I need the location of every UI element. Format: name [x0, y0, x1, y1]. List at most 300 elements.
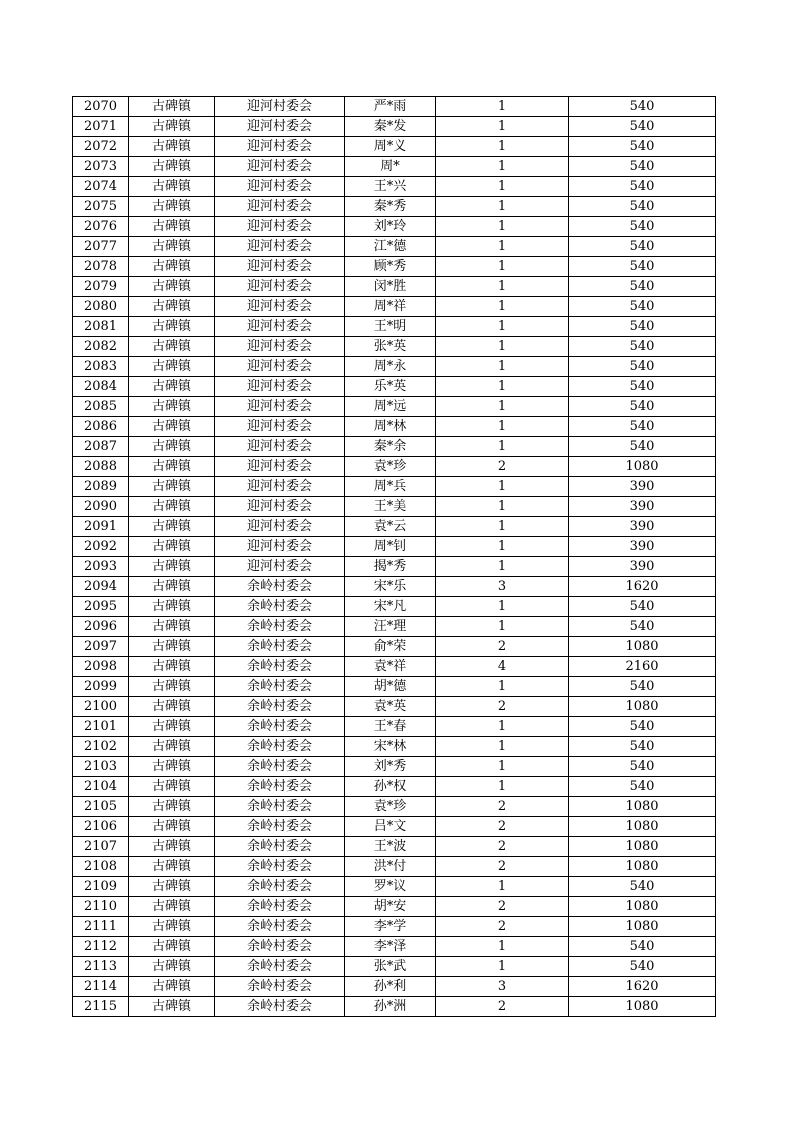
household-count-cell: 1 — [436, 137, 569, 157]
table-row — [73, 217, 716, 237]
name-cell: 秦*秀 — [345, 197, 436, 217]
town-cell: 古碑镇 — [129, 837, 215, 857]
town-cell: 古碑镇 — [129, 637, 215, 657]
table-row — [73, 377, 716, 397]
row-number-cell: 2099 — [73, 677, 129, 697]
row-number-cell: 2088 — [73, 457, 129, 477]
village-committee-cell: 余岭村委会 — [215, 897, 345, 917]
table-row — [73, 737, 716, 757]
name-cell: 江*德 — [345, 237, 436, 257]
row-number-cell: 2110 — [73, 897, 129, 917]
amount-cell: 540 — [569, 177, 716, 197]
table-row — [73, 877, 716, 897]
row-number-cell: 2103 — [73, 757, 129, 777]
household-count-cell: 2 — [436, 997, 569, 1017]
table-row — [73, 597, 716, 617]
town-cell: 古碑镇 — [129, 957, 215, 977]
row-number-cell: 2106 — [73, 817, 129, 837]
town-cell: 古碑镇 — [129, 297, 215, 317]
row-number-cell: 2115 — [73, 997, 129, 1017]
village-committee-cell: 迎河村委会 — [215, 457, 345, 477]
amount-cell: 1080 — [569, 457, 716, 477]
household-count-cell: 1 — [436, 417, 569, 437]
table-row — [73, 977, 716, 997]
village-committee-cell: 余岭村委会 — [215, 817, 345, 837]
row-number-cell: 2084 — [73, 377, 129, 397]
town-cell: 古碑镇 — [129, 377, 215, 397]
household-count-cell: 1 — [436, 197, 569, 217]
name-cell: 秦*余 — [345, 437, 436, 457]
name-cell: 袁*云 — [345, 517, 436, 537]
village-committee-cell: 迎河村委会 — [215, 97, 345, 117]
village-committee-cell: 余岭村委会 — [215, 657, 345, 677]
town-cell: 古碑镇 — [129, 917, 215, 937]
household-count-cell: 1 — [436, 717, 569, 737]
household-count-cell: 1 — [436, 777, 569, 797]
town-cell: 古碑镇 — [129, 437, 215, 457]
row-number-cell: 2092 — [73, 537, 129, 557]
table-row — [73, 677, 716, 697]
town-cell: 古碑镇 — [129, 757, 215, 777]
name-cell: 孙*利 — [345, 977, 436, 997]
village-committee-cell: 余岭村委会 — [215, 597, 345, 617]
town-cell: 古碑镇 — [129, 97, 215, 117]
table-row — [73, 837, 716, 857]
household-count-cell: 1 — [436, 357, 569, 377]
name-cell: 王*兴 — [345, 177, 436, 197]
village-committee-cell: 余岭村委会 — [215, 957, 345, 977]
name-cell: 袁*珍 — [345, 797, 436, 817]
name-cell: 周*远 — [345, 397, 436, 417]
amount-cell: 540 — [569, 337, 716, 357]
village-committee-cell: 余岭村委会 — [215, 797, 345, 817]
table-row — [73, 617, 716, 637]
subsidy-table — [72, 96, 716, 1017]
town-cell: 古碑镇 — [129, 697, 215, 717]
household-count-cell: 1 — [436, 477, 569, 497]
name-cell: 孙*权 — [345, 777, 436, 797]
name-cell: 汪*理 — [345, 617, 436, 637]
village-committee-cell: 余岭村委会 — [215, 737, 345, 757]
household-count-cell: 1 — [436, 257, 569, 277]
name-cell: 严*雨 — [345, 97, 436, 117]
name-cell: 李*学 — [345, 917, 436, 937]
row-number-cell: 2095 — [73, 597, 129, 617]
household-count-cell: 1 — [436, 237, 569, 257]
table-row — [73, 957, 716, 977]
amount-cell: 390 — [569, 497, 716, 517]
name-cell: 周*林 — [345, 417, 436, 437]
row-number-cell: 2085 — [73, 397, 129, 417]
table-row — [73, 637, 716, 657]
name-cell: 李*泽 — [345, 937, 436, 957]
town-cell: 古碑镇 — [129, 897, 215, 917]
amount-cell: 540 — [569, 777, 716, 797]
village-committee-cell: 余岭村委会 — [215, 577, 345, 597]
table-row — [73, 517, 716, 537]
table-row — [73, 197, 716, 217]
household-count-cell: 2 — [436, 797, 569, 817]
name-cell: 孙*洲 — [345, 997, 436, 1017]
table-row — [73, 537, 716, 557]
town-cell: 古碑镇 — [129, 237, 215, 257]
household-count-cell: 2 — [436, 857, 569, 877]
amount-cell: 1080 — [569, 697, 716, 717]
table-row — [73, 937, 716, 957]
row-number-cell: 2114 — [73, 977, 129, 997]
amount-cell: 1080 — [569, 857, 716, 877]
row-number-cell: 2094 — [73, 577, 129, 597]
village-committee-cell: 迎河村委会 — [215, 277, 345, 297]
table-row — [73, 257, 716, 277]
table-row — [73, 997, 716, 1017]
table-row — [73, 577, 716, 597]
table-row — [73, 417, 716, 437]
town-cell: 古碑镇 — [129, 197, 215, 217]
amount-cell: 540 — [569, 117, 716, 137]
amount-cell: 540 — [569, 717, 716, 737]
village-committee-cell: 迎河村委会 — [215, 557, 345, 577]
name-cell: 宋*乐 — [345, 577, 436, 597]
town-cell: 古碑镇 — [129, 157, 215, 177]
town-cell: 古碑镇 — [129, 357, 215, 377]
household-count-cell: 2 — [436, 917, 569, 937]
name-cell: 袁*英 — [345, 697, 436, 717]
household-count-cell: 1 — [436, 317, 569, 337]
name-cell: 胡*安 — [345, 897, 436, 917]
table-row — [73, 657, 716, 677]
amount-cell: 540 — [569, 397, 716, 417]
amount-cell: 540 — [569, 317, 716, 337]
amount-cell: 540 — [569, 217, 716, 237]
name-cell: 俞*荣 — [345, 637, 436, 657]
town-cell: 古碑镇 — [129, 817, 215, 837]
row-number-cell: 2097 — [73, 637, 129, 657]
village-committee-cell: 余岭村委会 — [215, 877, 345, 897]
household-count-cell: 1 — [436, 497, 569, 517]
row-number-cell: 2109 — [73, 877, 129, 897]
village-committee-cell: 迎河村委会 — [215, 477, 345, 497]
amount-cell: 540 — [569, 197, 716, 217]
village-committee-cell: 余岭村委会 — [215, 717, 345, 737]
amount-cell: 540 — [569, 157, 716, 177]
household-count-cell: 1 — [436, 937, 569, 957]
amount-cell: 390 — [569, 537, 716, 557]
village-committee-cell: 余岭村委会 — [215, 997, 345, 1017]
household-count-cell: 1 — [436, 337, 569, 357]
village-committee-cell: 迎河村委会 — [215, 297, 345, 317]
household-count-cell: 1 — [436, 277, 569, 297]
amount-cell: 1080 — [569, 637, 716, 657]
row-number-cell: 2072 — [73, 137, 129, 157]
amount-cell: 540 — [569, 877, 716, 897]
amount-cell: 540 — [569, 137, 716, 157]
town-cell: 古碑镇 — [129, 117, 215, 137]
amount-cell: 1080 — [569, 897, 716, 917]
town-cell: 古碑镇 — [129, 997, 215, 1017]
village-committee-cell: 余岭村委会 — [215, 977, 345, 997]
amount-cell: 1080 — [569, 817, 716, 837]
row-number-cell: 2074 — [73, 177, 129, 197]
household-count-cell: 1 — [436, 437, 569, 457]
household-count-cell: 1 — [436, 397, 569, 417]
name-cell: 吕*文 — [345, 817, 436, 837]
name-cell: 刘*秀 — [345, 757, 436, 777]
table-row — [73, 317, 716, 337]
row-number-cell: 2073 — [73, 157, 129, 177]
village-committee-cell: 余岭村委会 — [215, 917, 345, 937]
town-cell: 古碑镇 — [129, 477, 215, 497]
row-number-cell: 2086 — [73, 417, 129, 437]
name-cell: 罗*议 — [345, 877, 436, 897]
household-count-cell: 4 — [436, 657, 569, 677]
town-cell: 古碑镇 — [129, 337, 215, 357]
village-committee-cell: 余岭村委会 — [215, 777, 345, 797]
table-row — [73, 117, 716, 137]
town-cell: 古碑镇 — [129, 857, 215, 877]
village-committee-cell: 迎河村委会 — [215, 157, 345, 177]
household-count-cell: 1 — [436, 677, 569, 697]
town-cell: 古碑镇 — [129, 937, 215, 957]
village-committee-cell: 迎河村委会 — [215, 257, 345, 277]
town-cell: 古碑镇 — [129, 417, 215, 437]
row-number-cell: 2082 — [73, 337, 129, 357]
village-committee-cell: 迎河村委会 — [215, 177, 345, 197]
table-row — [73, 477, 716, 497]
row-number-cell: 2113 — [73, 957, 129, 977]
table-row — [73, 717, 716, 737]
amount-cell: 540 — [569, 617, 716, 637]
village-committee-cell: 迎河村委会 — [215, 237, 345, 257]
row-number-cell: 2070 — [73, 97, 129, 117]
town-cell: 古碑镇 — [129, 537, 215, 557]
town-cell: 古碑镇 — [129, 617, 215, 637]
amount-cell: 2160 — [569, 657, 716, 677]
table-row — [73, 97, 716, 117]
row-number-cell: 2105 — [73, 797, 129, 817]
town-cell: 古碑镇 — [129, 457, 215, 477]
household-count-cell: 1 — [436, 877, 569, 897]
town-cell: 古碑镇 — [129, 317, 215, 337]
name-cell: 周*钊 — [345, 537, 436, 557]
amount-cell: 540 — [569, 757, 716, 777]
name-cell: 乐*英 — [345, 377, 436, 397]
town-cell: 古碑镇 — [129, 397, 215, 417]
village-committee-cell: 迎河村委会 — [215, 197, 345, 217]
village-committee-cell: 余岭村委会 — [215, 677, 345, 697]
town-cell: 古碑镇 — [129, 717, 215, 737]
table-row — [73, 157, 716, 177]
village-committee-cell: 迎河村委会 — [215, 217, 345, 237]
town-cell: 古碑镇 — [129, 597, 215, 617]
row-number-cell: 2091 — [73, 517, 129, 537]
town-cell: 古碑镇 — [129, 257, 215, 277]
village-committee-cell: 余岭村委会 — [215, 617, 345, 637]
row-number-cell: 2100 — [73, 697, 129, 717]
name-cell: 顾*秀 — [345, 257, 436, 277]
row-number-cell: 2087 — [73, 437, 129, 457]
table-row — [73, 137, 716, 157]
town-cell: 古碑镇 — [129, 177, 215, 197]
village-committee-cell: 迎河村委会 — [215, 357, 345, 377]
village-committee-cell: 迎河村委会 — [215, 437, 345, 457]
amount-cell: 1080 — [569, 997, 716, 1017]
amount-cell: 540 — [569, 297, 716, 317]
town-cell: 古碑镇 — [129, 737, 215, 757]
amount-cell: 540 — [569, 437, 716, 457]
row-number-cell: 2108 — [73, 857, 129, 877]
town-cell: 古碑镇 — [129, 657, 215, 677]
row-number-cell: 2101 — [73, 717, 129, 737]
household-count-cell: 3 — [436, 977, 569, 997]
table-row — [73, 857, 716, 877]
amount-cell: 540 — [569, 377, 716, 397]
table-row — [73, 237, 716, 257]
household-count-cell: 1 — [436, 157, 569, 177]
row-number-cell: 2071 — [73, 117, 129, 137]
amount-cell: 540 — [569, 97, 716, 117]
village-committee-cell: 迎河村委会 — [215, 117, 345, 137]
town-cell: 古碑镇 — [129, 677, 215, 697]
household-count-cell: 2 — [436, 637, 569, 657]
amount-cell: 390 — [569, 477, 716, 497]
name-cell: 周*祥 — [345, 297, 436, 317]
household-count-cell: 1 — [436, 957, 569, 977]
name-cell: 秦*发 — [345, 117, 436, 137]
amount-cell: 1620 — [569, 577, 716, 597]
row-number-cell: 2083 — [73, 357, 129, 377]
name-cell: 张*英 — [345, 337, 436, 357]
household-count-cell: 1 — [436, 737, 569, 757]
name-cell: 胡*德 — [345, 677, 436, 697]
row-number-cell: 2112 — [73, 937, 129, 957]
amount-cell: 540 — [569, 677, 716, 697]
town-cell: 古碑镇 — [129, 557, 215, 577]
name-cell: 袁*祥 — [345, 657, 436, 677]
table-row — [73, 337, 716, 357]
row-number-cell: 2111 — [73, 917, 129, 937]
household-count-cell: 2 — [436, 697, 569, 717]
table-row — [73, 817, 716, 837]
table-row — [73, 757, 716, 777]
amount-cell: 540 — [569, 257, 716, 277]
table-row — [73, 457, 716, 477]
name-cell: 刘*玲 — [345, 217, 436, 237]
table-row — [73, 177, 716, 197]
amount-cell: 540 — [569, 737, 716, 757]
household-count-cell: 1 — [436, 517, 569, 537]
table-row — [73, 697, 716, 717]
town-cell: 古碑镇 — [129, 577, 215, 597]
amount-cell: 540 — [569, 277, 716, 297]
household-count-cell: 1 — [436, 597, 569, 617]
name-cell: 王*波 — [345, 837, 436, 857]
amount-cell: 1080 — [569, 837, 716, 857]
town-cell: 古碑镇 — [129, 497, 215, 517]
name-cell: 周*义 — [345, 137, 436, 157]
town-cell: 古碑镇 — [129, 217, 215, 237]
household-count-cell: 1 — [436, 557, 569, 577]
village-committee-cell: 余岭村委会 — [215, 697, 345, 717]
name-cell: 周*兵 — [345, 477, 436, 497]
household-count-cell: 1 — [436, 117, 569, 137]
table-row — [73, 277, 716, 297]
household-count-cell: 2 — [436, 457, 569, 477]
village-committee-cell: 迎河村委会 — [215, 397, 345, 417]
table-row — [73, 357, 716, 377]
town-cell: 古碑镇 — [129, 977, 215, 997]
name-cell: 张*武 — [345, 957, 436, 977]
village-committee-cell: 余岭村委会 — [215, 857, 345, 877]
village-committee-cell: 余岭村委会 — [215, 837, 345, 857]
table-body — [73, 97, 716, 1017]
row-number-cell: 2080 — [73, 297, 129, 317]
name-cell: 王*春 — [345, 717, 436, 737]
row-number-cell: 2077 — [73, 237, 129, 257]
amount-cell: 540 — [569, 357, 716, 377]
name-cell: 宋*凡 — [345, 597, 436, 617]
village-committee-cell: 余岭村委会 — [215, 937, 345, 957]
household-count-cell: 1 — [436, 97, 569, 117]
household-count-cell: 1 — [436, 177, 569, 197]
row-number-cell: 2093 — [73, 557, 129, 577]
amount-cell: 540 — [569, 417, 716, 437]
village-committee-cell: 迎河村委会 — [215, 137, 345, 157]
row-number-cell: 2096 — [73, 617, 129, 637]
amount-cell: 1080 — [569, 797, 716, 817]
row-number-cell: 2075 — [73, 197, 129, 217]
household-count-cell: 1 — [436, 217, 569, 237]
amount-cell: 540 — [569, 237, 716, 257]
village-committee-cell: 迎河村委会 — [215, 317, 345, 337]
household-count-cell: 2 — [436, 837, 569, 857]
name-cell: 洪*付 — [345, 857, 436, 877]
household-count-cell: 1 — [436, 377, 569, 397]
row-number-cell: 2076 — [73, 217, 129, 237]
row-number-cell: 2104 — [73, 777, 129, 797]
village-committee-cell: 余岭村委会 — [215, 637, 345, 657]
village-committee-cell: 迎河村委会 — [215, 537, 345, 557]
table-row — [73, 917, 716, 937]
household-count-cell: 2 — [436, 897, 569, 917]
name-cell: 宋*林 — [345, 737, 436, 757]
name-cell: 揭*秀 — [345, 557, 436, 577]
amount-cell: 390 — [569, 557, 716, 577]
household-count-cell: 3 — [436, 577, 569, 597]
town-cell: 古碑镇 — [129, 877, 215, 897]
row-number-cell: 2079 — [73, 277, 129, 297]
village-committee-cell: 余岭村委会 — [215, 757, 345, 777]
village-committee-cell: 迎河村委会 — [215, 517, 345, 537]
village-committee-cell: 迎河村委会 — [215, 377, 345, 397]
name-cell: 王*明 — [345, 317, 436, 337]
row-number-cell: 2089 — [73, 477, 129, 497]
town-cell: 古碑镇 — [129, 517, 215, 537]
table-row — [73, 497, 716, 517]
household-count-cell: 1 — [436, 537, 569, 557]
row-number-cell: 2107 — [73, 837, 129, 857]
town-cell: 古碑镇 — [129, 777, 215, 797]
town-cell: 古碑镇 — [129, 277, 215, 297]
amount-cell: 390 — [569, 517, 716, 537]
row-number-cell: 2102 — [73, 737, 129, 757]
amount-cell: 1080 — [569, 917, 716, 937]
village-committee-cell: 迎河村委会 — [215, 497, 345, 517]
amount-cell: 540 — [569, 957, 716, 977]
amount-cell: 1620 — [569, 977, 716, 997]
town-cell: 古碑镇 — [129, 797, 215, 817]
row-number-cell: 2078 — [73, 257, 129, 277]
